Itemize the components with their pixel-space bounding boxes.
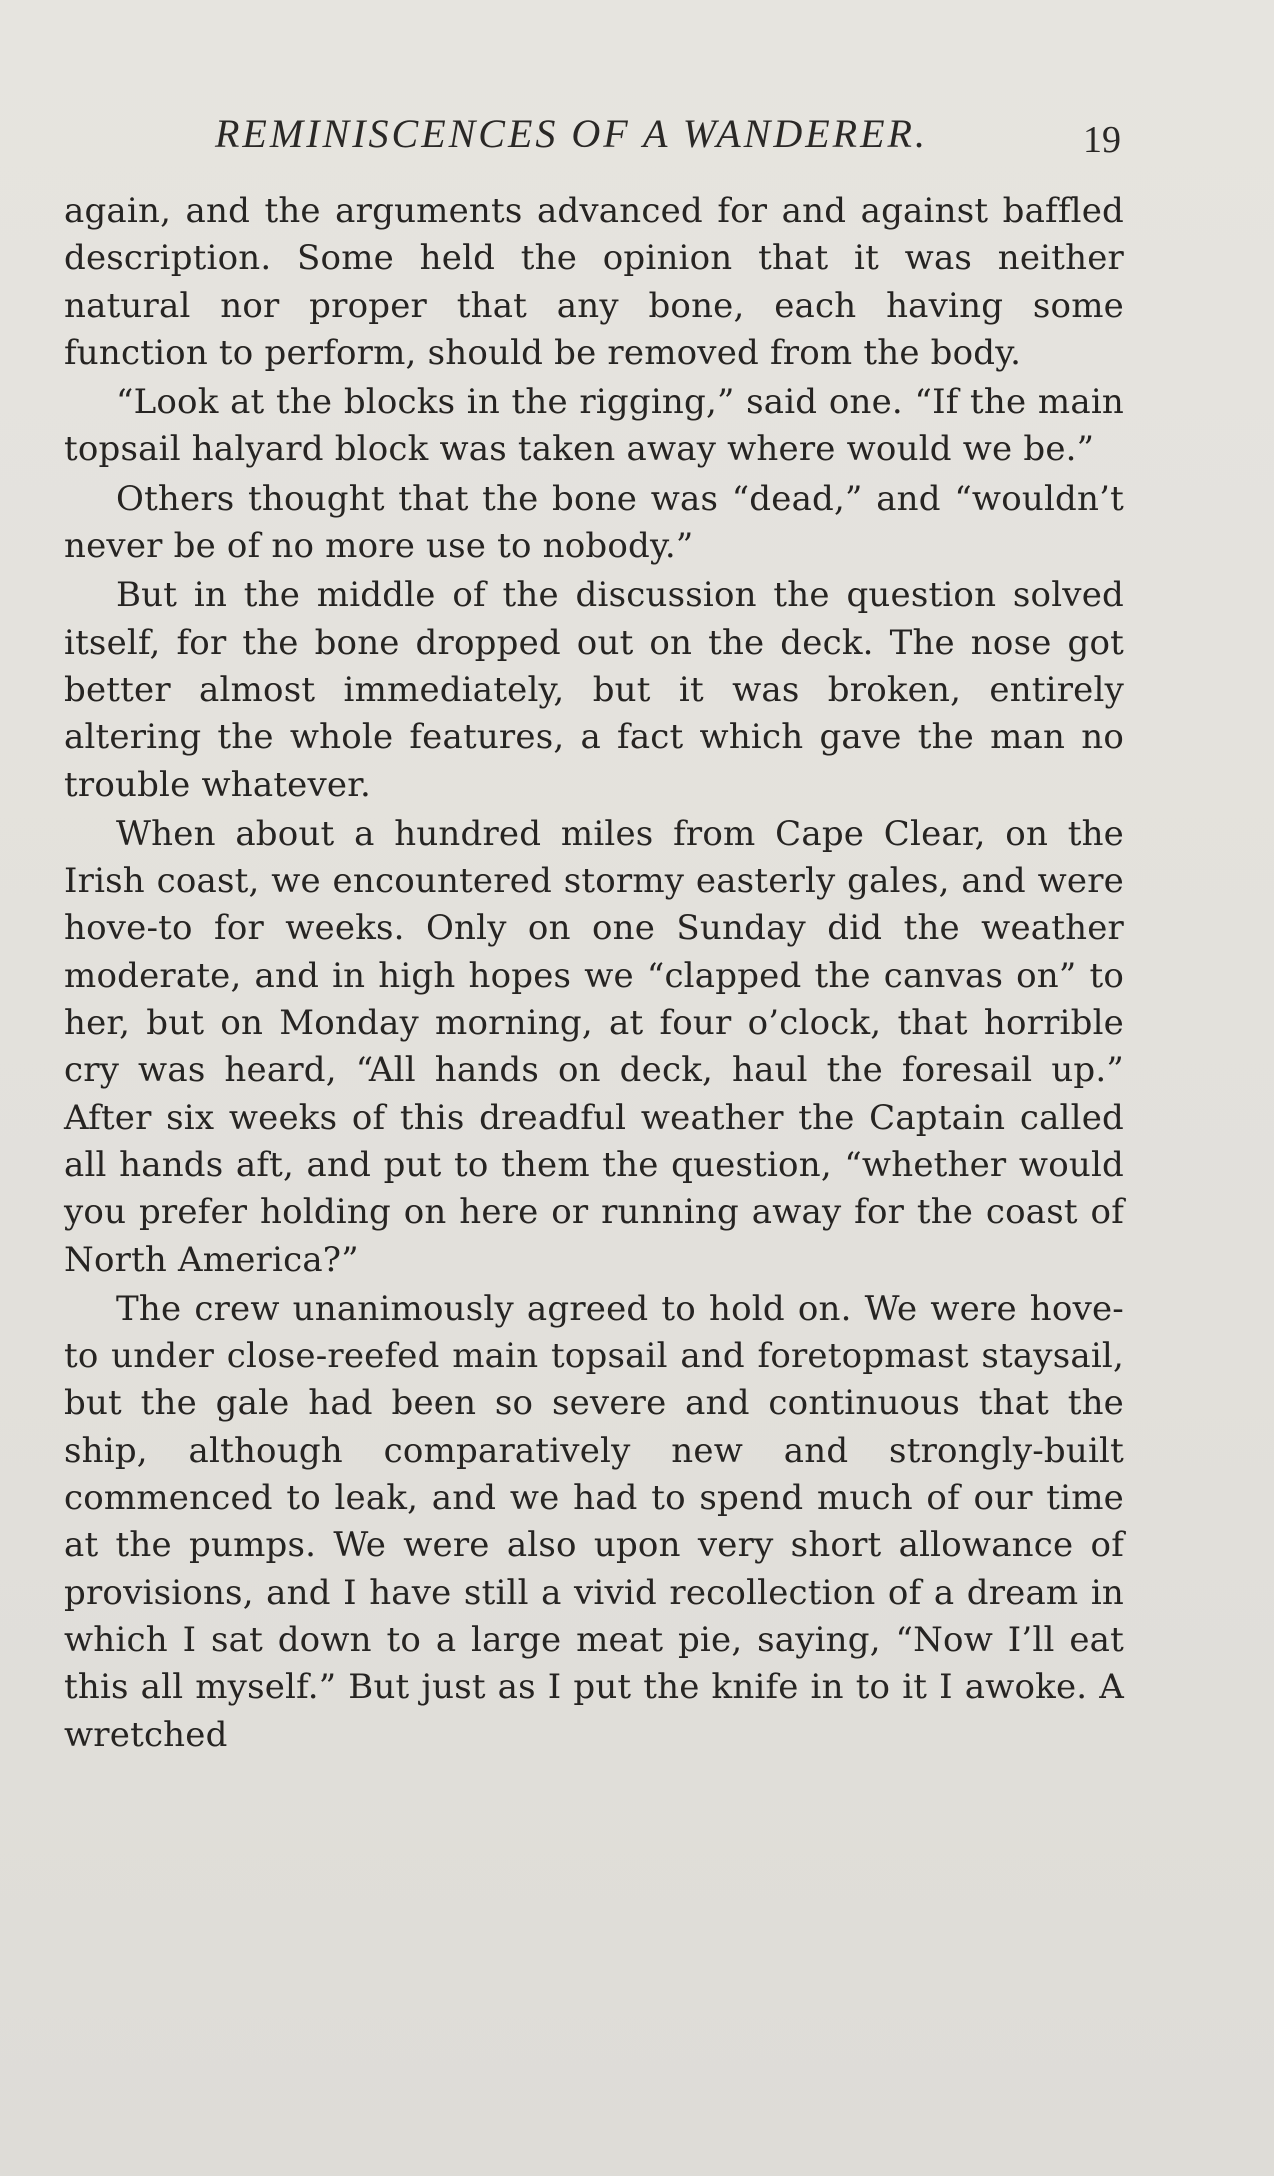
paragraph: When about a hundred miles from Cape Clear, on the Irish coast, we encountered stormy easterly gales, and were hove-to for weeks. Only on one Sunday did the weather moderate, and in high hopes we “clapped the canvas on” to her, but on Monday morning, at four o’clock, that horrible cry was heard, “All hands on deck, haul the foresail up.” After six weeks of this dreadful weather the Captain called all hands aft, and put to them the question, “whether would you prefer holding on here or running away for the coast of North America?” — [64, 813, 1124, 1280]
page-number: 19 — [1083, 119, 1121, 161]
body-text — [64, 188, 1124, 1759]
paragraph-continued: again, and the arguments advanced for and against baffled description. Some held the opinion that it was neither natural nor proper that any bone, each having some function to perform, should be removed from the body. — [64, 191, 1124, 373]
paragraph: Others thought that the bone was “dead,” and “wouldn’t never be of no more use to nobody.” — [64, 478, 1124, 567]
paragraph: The crew unanimously agreed to hold on. We were hove-to under close-reefed main topsail and foretopmast staysail, but the gale had been so severe and continuous that the ship, although comparatively new and strongly-built commenced to leak, and we had to spend much of our time at the pumps. We were also upon very short allowance of provisions, and I have still a vivid recollection of a dream in which I sat down to a large meat pie, saying, “Now I’ll eat this all myself.” But just as I put the knife in to it I awoke. A wretched — [64, 1288, 1124, 1755]
paragraph: But in the middle of the discussion the question solved itself, for the bone dropped out on the deck. The nose got better almost immediately, but it was broken, entirely altering the whole features, a fact which gave the man no trouble whatever. — [64, 575, 1124, 805]
running-title: REMINISCENCES OF A WANDERER. — [215, 111, 928, 156]
paragraph: “Look at the blocks in the rigging,” said one. “If the main topsail halyard block was taken away where would we be.” — [64, 382, 1124, 470]
